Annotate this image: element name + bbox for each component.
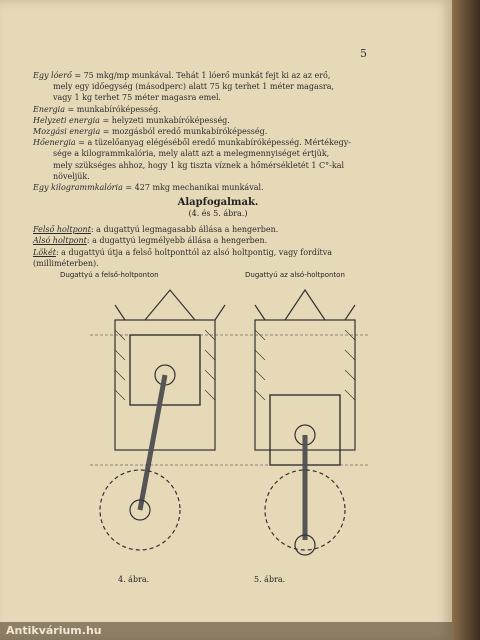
concept-continuation: (milliméterben).: [33, 259, 99, 269]
definition: [33, 182, 403, 193]
definitions-block: [33, 70, 403, 193]
definition-text: = 75 mkg/mp munkával. Tehát 1 lóerő munkát fejt ki az az erő,: [71, 71, 331, 80]
definition: [33, 104, 403, 115]
definition-continuation: sége a kilogrammkalória, mely alatt azt a melegmennyiséget értjük,: [53, 149, 330, 159]
piston-figure: [30, 271, 410, 600]
section-heading: Alapfogalmak.: [177, 197, 259, 208]
definition-continuation: növeljük.: [53, 171, 90, 181]
concept-text: : a dugattyú útja a felső holtponttól az alsó holtpontig, vagy fordítva: [55, 247, 333, 257]
left-caption: 4. ábra.: [118, 575, 150, 584]
book-spine-edge: [452, 0, 480, 640]
definition-text: = munkabíróképesség.: [65, 104, 161, 114]
concepts-block: [33, 224, 408, 270]
definition-continuation: mely egy időegység (másodperc) alatt 75 kg terhet 1 méter magasra,: [53, 82, 335, 92]
definition-text: = mozgásból eredő munkabíróképesség.: [100, 127, 268, 137]
definition-term: Hőenergia: [33, 138, 76, 148]
definition-text: = helyzeti munkabíróképesség.: [99, 115, 230, 125]
definition-term: Egy kilogrammkalória: [33, 183, 123, 193]
right-figure-title: Dugattyú az alsó-holtponton: [245, 271, 345, 279]
definition-term: Helyzeti energia: [33, 115, 100, 125]
concept-term: Alsó holtpont: [33, 236, 87, 246]
right-caption: 5. ábra.: [254, 575, 286, 584]
definition-continuation: vagy 1 kg terhet 75 méter magasra emel.: [53, 93, 222, 103]
page-number: 5: [360, 47, 367, 60]
definition-continuation: mely szükséges ahhoz, hogy 1 kg tiszta víznek a hőmérsékletét 1 C°-kal: [53, 160, 345, 170]
definition-text: = 427 mkg mechanikai munkával.: [122, 183, 264, 193]
left-figure-title: Dugattyú a felső-holtponton: [60, 271, 159, 279]
section-subheading: (4. és 5. ábra.): [188, 209, 248, 218]
definition: [33, 115, 403, 126]
watermark-bar: [0, 622, 452, 640]
concept: [33, 247, 408, 270]
concept-text: : a dugattyú legmagasabb állása a hengerben.: [90, 225, 279, 234]
definition: [33, 70, 403, 104]
definition-text: = a tüzelőanyag elégéséből eredő munkabíróképesség. Mértékegy-: [75, 138, 351, 148]
definition-term: Energia: [33, 104, 65, 114]
definition-term: Mozgási energia: [33, 127, 101, 137]
concept-text: : a dugattyú legmélyebb állása a hengerben.: [86, 236, 268, 246]
concept: [33, 224, 408, 235]
definition-term: Egy lóerő: [33, 71, 72, 80]
definition: [33, 126, 403, 137]
engine-diagram: [30, 271, 410, 580]
watermark-text: Antikvárium.hu: [6, 624, 102, 637]
concept-term: Lökét: [33, 247, 56, 257]
concept-term: Felső holtpont: [33, 225, 91, 234]
concept: [33, 235, 408, 246]
definition: [33, 137, 403, 182]
